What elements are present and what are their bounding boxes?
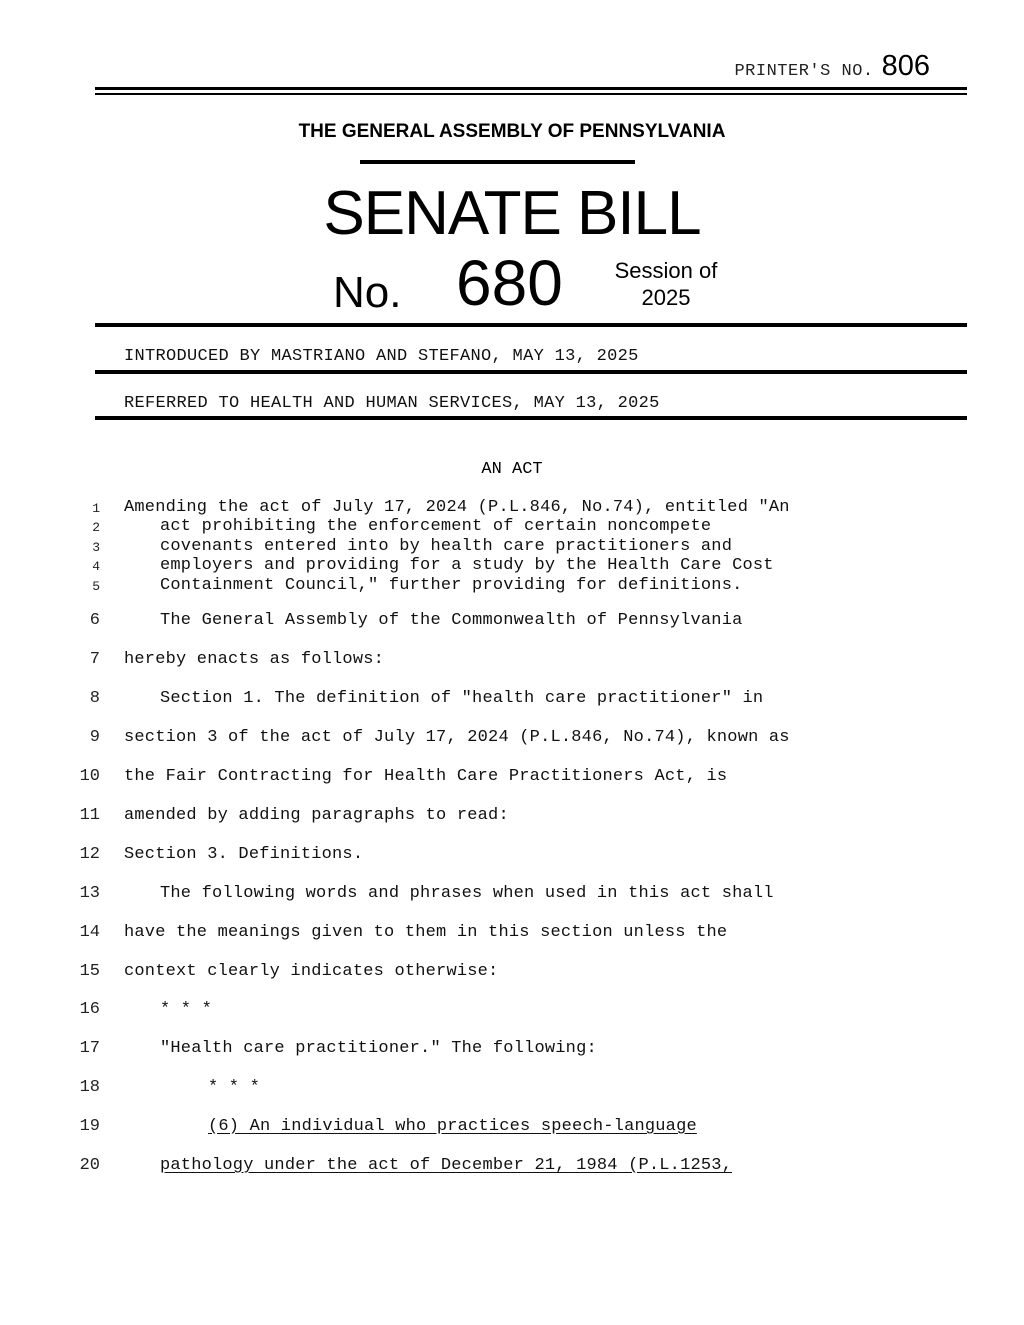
session-block: [596, 257, 736, 311]
line-number: 12: [79, 845, 100, 864]
printers-number: [640, 50, 930, 83]
line-number: 7: [89, 650, 100, 669]
line-text: "Health care practitioner." The following:: [160, 1039, 597, 1058]
top-rule-thin: [95, 93, 967, 95]
session-year: 2025: [641, 285, 691, 310]
session-label: Session of: [614, 258, 718, 283]
line-number: 3: [92, 540, 100, 555]
bill-type-heading: SENATE BILL: [323, 179, 701, 248]
line-text-inserted: pathology under the act of December 21, 1984 (P.L.1253,: [160, 1156, 733, 1175]
line-number: 9: [89, 728, 100, 747]
line-text: The General Assembly of the Commonwealth of Pennsylvania: [160, 611, 743, 630]
line-text: employers and providing for a study by the Health Care Cost: [160, 556, 774, 575]
line-number: 14: [79, 923, 100, 942]
line-text: * * *: [208, 1078, 261, 1097]
top-rule-thick: [95, 87, 967, 90]
line-text-inserted: (6) An individual who practices speech-language: [208, 1117, 697, 1136]
line-number: 13: [79, 884, 100, 903]
rule-above-referred: [95, 370, 967, 374]
bill-number: 680: [456, 247, 563, 319]
line-text: section 3 of the act of July 17, 2024 (P.L.846, No.74), known as: [124, 728, 790, 747]
line-number: 2: [92, 520, 100, 535]
line-text: Containment Council," further providing for definitions.: [160, 576, 743, 595]
line-number: 17: [79, 1039, 100, 1058]
act-title: AN ACT: [481, 460, 543, 479]
line-text: context clearly indicates otherwise:: [124, 962, 499, 981]
bill-number-label: No.: [333, 268, 402, 317]
line-number: 4: [92, 559, 100, 574]
line-number: 19: [79, 1117, 100, 1136]
line-number: 18: [79, 1078, 100, 1097]
line-number: 5: [92, 579, 100, 594]
assembly-underline: [360, 160, 635, 164]
line-text: Amending the act of July 17, 2024 (P.L.846, No.74), entitled "An: [124, 498, 790, 517]
rule-above-introduced: [95, 323, 967, 327]
line-number: 6: [89, 611, 100, 630]
line-text: have the meanings given to them in this section unless the: [124, 923, 728, 942]
line-text: the Fair Contracting for Health Care Practitioners Act, is: [124, 767, 728, 786]
introduced-line: INTRODUCED BY MASTRIANO AND STEFANO, MAY 13, 2025: [124, 347, 639, 366]
line-text: amended by adding paragraphs to read:: [124, 806, 509, 825]
line-number: 16: [79, 1000, 100, 1019]
rule-below-referred: [95, 416, 967, 420]
line-number: 20: [79, 1156, 100, 1175]
line-text: Section 3. Definitions.: [124, 845, 364, 864]
line-text: * * *: [160, 1000, 213, 1019]
line-text: act prohibiting the enforcement of certain noncompete: [160, 517, 712, 536]
general-assembly-heading: THE GENERAL ASSEMBLY OF PENNSYLVANIA: [298, 121, 726, 142]
line-number: 10: [79, 767, 100, 786]
line-text: The following words and phrases when used in this act shall: [160, 884, 774, 903]
printers-number-value: 806: [881, 50, 930, 82]
line-number: 15: [79, 962, 100, 981]
line-text: Section 1. The definition of "health care practitioner" in: [160, 689, 764, 708]
printers-number-label: PRINTER'S NO.: [734, 62, 874, 81]
line-number: 8: [89, 689, 100, 708]
line-text: hereby enacts as follows:: [124, 650, 385, 669]
line-number: 1: [92, 501, 100, 516]
referred-line: REFERRED TO HEALTH AND HUMAN SERVICES, MAY 13, 2025: [124, 394, 660, 413]
line-text: covenants entered into by health care practitioners and: [160, 537, 733, 556]
line-number: 11: [79, 806, 100, 825]
